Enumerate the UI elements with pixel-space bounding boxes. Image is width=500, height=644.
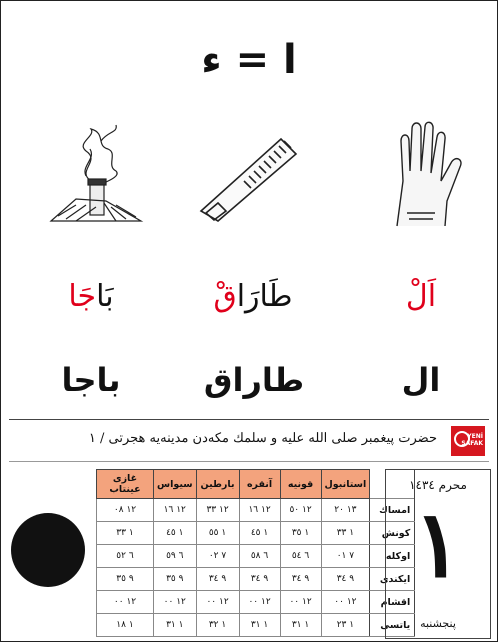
day-box bbox=[385, 469, 491, 639]
row-label: ايكندى bbox=[370, 568, 415, 591]
time-cell: ١٢ ١٦ bbox=[239, 499, 280, 522]
table-row bbox=[97, 614, 415, 637]
smoking-chimney-icon bbox=[46, 121, 146, 231]
word-vowelled-al: اَلْ bbox=[405, 279, 437, 314]
time-cell: ١٢ ٠٠ bbox=[280, 591, 321, 614]
word-plain-tarak: طاراق bbox=[203, 361, 305, 399]
word-plain-al: ال bbox=[401, 361, 441, 399]
time-cell: ٦ ٥٢ bbox=[97, 545, 154, 568]
time-cell: ١ ٣٣ bbox=[97, 522, 154, 545]
time-cell: ١٢ ٠٠ bbox=[321, 591, 370, 614]
comb-icon bbox=[196, 121, 311, 231]
column-header: بارطين bbox=[196, 470, 239, 499]
time-cell: ٦ ٥٨ bbox=[239, 545, 280, 568]
table-row bbox=[97, 545, 415, 568]
time-cell: ١ ٣٥ bbox=[280, 522, 321, 545]
prayer-times-table bbox=[96, 469, 415, 637]
column-header: غازى عينتاب bbox=[97, 470, 154, 499]
time-cell: ٩ ٣٥ bbox=[97, 568, 154, 591]
hadith-text: حضرت پيغمبر صلى الله عليه و سلمك مكه‌دن مدينه‌يه هجرتى / ١ bbox=[88, 431, 437, 446]
time-cell: ٦ ٥٤ bbox=[280, 545, 321, 568]
table-row bbox=[97, 568, 415, 591]
time-cell: ١ ١٨ bbox=[97, 614, 154, 637]
column-header: آنقره bbox=[239, 470, 280, 499]
time-cell: ١٢ ٠٨ bbox=[97, 499, 154, 522]
table-row bbox=[97, 591, 415, 614]
day-number: ١ bbox=[413, 490, 463, 598]
time-cell: ١ ٣١ bbox=[239, 614, 280, 637]
hijri-month-year: محرم ١٤٣٤ bbox=[409, 478, 467, 492]
time-cell: ٧ ٠١ bbox=[321, 545, 370, 568]
time-cell: ١ ٣١ bbox=[154, 614, 197, 637]
row-label: ياتسى bbox=[370, 614, 415, 637]
row-label: اقشام bbox=[370, 591, 415, 614]
time-cell: ١٢ ١٦ bbox=[154, 499, 197, 522]
table-row bbox=[97, 522, 415, 545]
time-cell: ١ ٤٥ bbox=[239, 522, 280, 545]
time-cell: ١٢ ٥٠ bbox=[280, 499, 321, 522]
time-cell: ٦ ٥٩ bbox=[154, 545, 197, 568]
word-plain-baja: باجا bbox=[61, 361, 121, 399]
row-label: كونش bbox=[370, 522, 415, 545]
time-cell: ١ ٣١ bbox=[280, 614, 321, 637]
time-cell: ١ ٥٥ bbox=[196, 522, 239, 545]
weekday: پنجشنبه bbox=[420, 617, 456, 630]
page-title: ا = ء bbox=[201, 37, 297, 83]
time-cell: ١ ٤٥ bbox=[154, 522, 197, 545]
column-header: سيواس bbox=[154, 470, 197, 499]
word-vowelled-tarak: طَارَاقْ bbox=[213, 279, 293, 314]
time-cell: ١٢ ٠٠ bbox=[97, 591, 154, 614]
time-cell: ١٣ ٢٠ bbox=[321, 499, 370, 522]
time-cell: ١٢ ٠٠ bbox=[154, 591, 197, 614]
time-cell: ١ ٢٣ bbox=[321, 614, 370, 637]
time-cell: ١٢ ٣٣ bbox=[196, 499, 239, 522]
time-cell: ٩ ٣٥ bbox=[154, 568, 197, 591]
time-cell: ١٢ ٠٠ bbox=[196, 591, 239, 614]
time-cell: ٩ ٣٤ bbox=[239, 568, 280, 591]
row-label: امساك bbox=[370, 499, 415, 522]
row-label: اوكله bbox=[370, 545, 415, 568]
time-cell: ١ ٣٢ bbox=[196, 614, 239, 637]
time-cell: ١ ٣٣ bbox=[321, 522, 370, 545]
open-hand-icon bbox=[379, 121, 469, 231]
moon-phase-icon bbox=[9, 511, 87, 589]
publisher-logo: YENİ ŞAFAK bbox=[451, 426, 485, 456]
divider bbox=[9, 461, 489, 462]
column-header: قونيه bbox=[280, 470, 321, 499]
word-vowelled-baja: بَاجَا bbox=[68, 279, 114, 314]
time-cell: ٩ ٣٤ bbox=[196, 568, 239, 591]
table-row bbox=[97, 499, 415, 522]
time-cell: ١٢ ٠٠ bbox=[239, 591, 280, 614]
divider bbox=[9, 419, 489, 420]
column-header: استانبول bbox=[321, 470, 370, 499]
time-cell: ٧ ٠٢ bbox=[196, 545, 239, 568]
time-cell: ٩ ٣٤ bbox=[280, 568, 321, 591]
time-cell: ٩ ٣٤ bbox=[321, 568, 370, 591]
